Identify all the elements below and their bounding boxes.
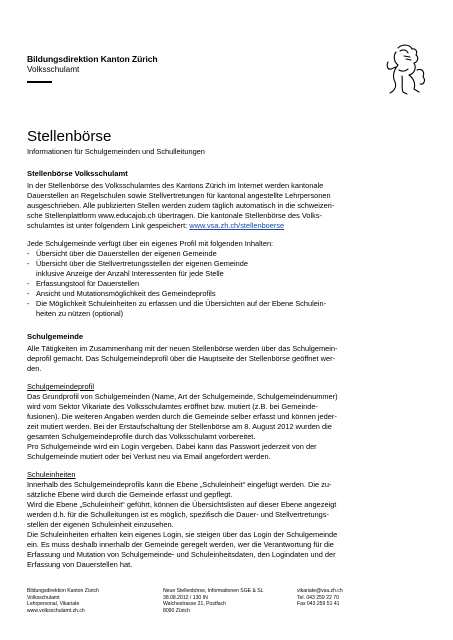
page-title: Stellenbörse	[27, 128, 112, 145]
stellenboerse-link[interactable]: www.vsa.zh.ch/stellenboerse	[189, 221, 285, 230]
section-schuleinheiten-text	[27, 480, 431, 570]
text-line: Die Schuleinheiten erhalten kein eigenes Login, sie steigen über das Login der Schulgemeinde	[27, 530, 338, 539]
list-item-text: Die Möglichkeit Schuleinheiten zu erfassen und die Übersichten auf der Ebene Schulein-	[36, 299, 327, 308]
header-rule	[27, 81, 52, 83]
section-heading-schulgemeindeprofil: Schulgemeindeprofil	[27, 382, 94, 391]
text-line: Alle Tätigkeiten im Zusammenhang mit der neuen Stellenbörse werden über das Schulgemein-	[27, 344, 338, 353]
text-line: ausgeschrieben. Alle publizierten Stellen werden zudem täglich automatisch in die schweizeri-	[27, 201, 335, 210]
footer-doc-column	[163, 588, 264, 614]
text-line: sche Stellenplattform www.educajob.ch übertragen. Die kantonale Stellenbörse des Volks-	[27, 211, 322, 220]
list-item-text: Erfassungstool für Dauerstellen	[36, 279, 140, 288]
footer-line: Volksschulamt	[27, 594, 60, 601]
profile-list	[27, 249, 431, 319]
text-line: stellen der eigenen Schuleinheit einzusehen.	[27, 520, 174, 529]
text-line: werden d.h. für die Schulleitungen ist es möglich, spezifisch die Dauer- und Stellvertretungs-	[27, 510, 329, 519]
footer-line: Walchestrasse 21, Postfach	[163, 601, 226, 608]
footer-line: Tel. 043 259 22 70	[297, 594, 339, 601]
text-line: sätzliche Ebene wird durch die Gemeinde erfasst und gepflegt.	[27, 490, 233, 499]
footer-line: Lehrpersonal, Vikariate	[27, 601, 80, 608]
footer-line: 8090 Zürich	[163, 607, 190, 614]
org-unit: Volksschulamt	[27, 64, 80, 74]
list-item	[27, 289, 431, 299]
text-line: In der Stellenbörse des Volksschulamtes des Kantons Zürich im Internet werden kantonale	[27, 181, 324, 190]
footer-line: 38.08.2012 / 130 IN	[163, 594, 208, 601]
section-schulgemeindeprofil-text	[27, 392, 431, 462]
text-line: Dauerstellen an Regelschulen sowie Stellvertretungen für kantonal angestellte Lehrpersonen	[27, 191, 331, 200]
footer-org-column	[27, 588, 99, 614]
list-item-text: Übersicht über die Dauerstellen der eigenen Gemeinde	[36, 249, 217, 258]
text-line: Das Grundprofil von Schulgemeinden (Name, Art der Schulgemeinde, Schulgemeindenummer)	[27, 392, 338, 401]
list-item	[27, 299, 431, 319]
list-item	[27, 259, 431, 279]
footer-line: Neue Stellenbörse, Informationen SGE & SL	[163, 588, 264, 594]
text-line: Pro Schulgemeinde wird ein Login vergeben. Dabei kann das Passwort jederzeit von der	[27, 442, 317, 451]
section-heading-volksschulamt: Stellenbörse Volksschulamt	[27, 169, 128, 178]
profile-intro: Jede Schulgemeinde verfügt über ein eigenes Profil mit folgenden Inhalten:	[27, 239, 274, 248]
zurich-lion-logo	[384, 42, 428, 98]
text-line: Erfassung und Mutation von Schulgemeinde- und Schuleinheitsdaten, den Logindaten und der	[27, 550, 336, 559]
text-line: ein. Es muss deshalb innerhalb der Gemeinde geregelt werden, wer die Verantwortung für die	[27, 540, 334, 549]
text-line: gesamten Schulgemeindeprofile durch das Volksschulamt vorbereitet.	[27, 432, 256, 441]
org-name: Bildungsdirektion Kanton Zürich	[27, 54, 158, 64]
list-item-text: inklusive Anzeige der Anzahl Interessenten für jede Stelle	[36, 269, 224, 278]
footer-line: Fax 043 259 51 41	[297, 601, 340, 608]
list-item	[27, 279, 431, 289]
footer-line: www.volksschulamt.zh.ch	[27, 607, 85, 614]
page-subtitle: Informationen für Schulgemeinden und Schulleitungen	[27, 147, 205, 156]
list-item-text: Übersicht über die Stellvertretungsstellen der eigenen Gemeinde	[36, 259, 248, 268]
text-line: den.	[27, 364, 42, 373]
list-item-text: heiten zu nützen (optional)	[36, 309, 124, 318]
footer-contact-column	[297, 588, 343, 608]
text-line: fusionen). Die weiteren Angaben werden durch die Gemeinde selber erfasst und können jeder-	[27, 412, 337, 421]
text-line: Innerhalb des Schulgemeindeprofils kann die Ebene „Schuleinheit“ eingefügt werden. Die zu-	[27, 480, 332, 489]
list-item	[27, 249, 431, 259]
text-line: Schulgemeinde mutiert oder bei Verlust neu via Email angefordert werden.	[27, 452, 271, 461]
text-line: Wird die Ebene „Schuleinheit“ geführt, können die Übersichtslisten auf dieser Ebene angezeigt	[27, 500, 337, 509]
section-heading-schuleinheiten: Schuleinheiten	[27, 470, 76, 479]
document-body	[27, 128, 431, 570]
text-line	[27, 221, 431, 231]
text-line: zeit mutiert werden. Bei der Erstaufschaltung der Stellenbörse am 8. August 2012 wurden die	[27, 422, 332, 431]
text-line-prefix: schulamtes ist unter folgendem Link gespeichert:	[27, 221, 190, 230]
section-volksschulamt-text	[27, 181, 431, 231]
org-header	[27, 55, 158, 74]
footer-line: Bildungsdirektion Kanton Zürich	[27, 588, 99, 594]
section-heading-schulgemeinde: Schulgemeinde	[27, 332, 84, 341]
section-schulgemeinde-text	[27, 344, 431, 374]
footer-line: vikariate@vsa.zh.ch	[297, 588, 343, 594]
list-item-text: Ansicht und Mutationsmöglichkeit des Gemeindeprofils	[36, 289, 216, 298]
text-line: deprofil gemacht. Das Schulgemeindeprofil über die Hauptseite der Stellenbörse geöffnet wer-	[27, 354, 335, 363]
text-line: wird vom Sektor Vikariate des Volksschulamtes eröffnet bzw. mutiert (z.B. bei Gemeinde-	[27, 402, 318, 411]
text-line: Erfassung von Dauerstellen hat.	[27, 560, 133, 569]
